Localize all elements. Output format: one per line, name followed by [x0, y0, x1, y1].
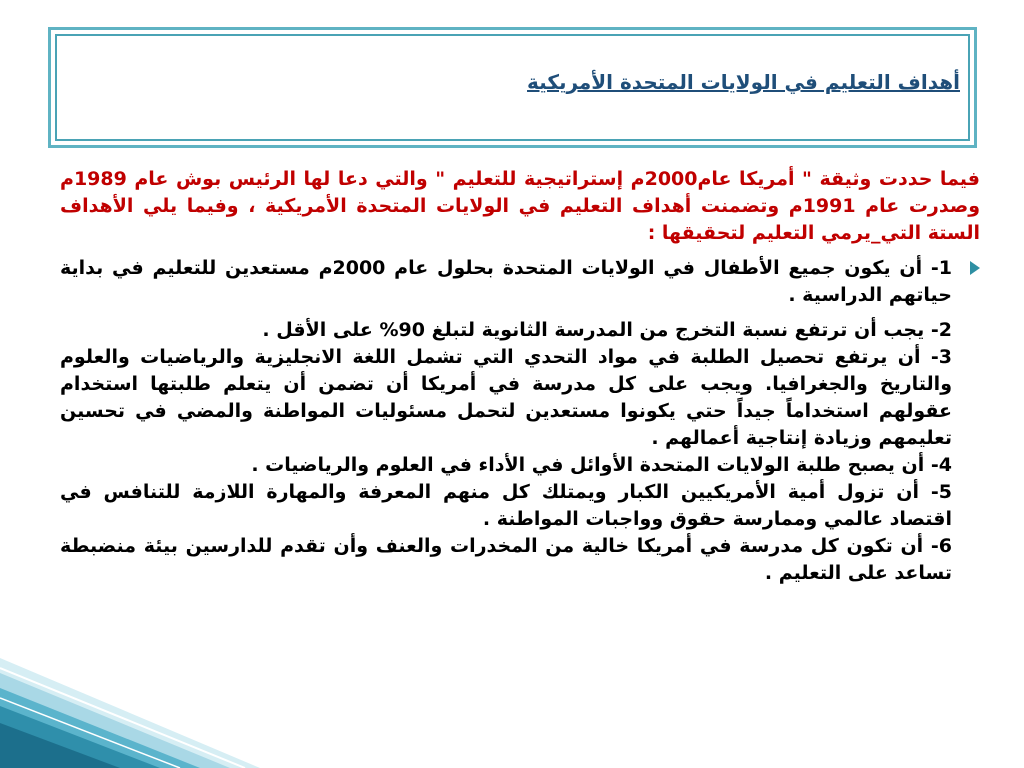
slide-body — [60, 166, 980, 587]
decorative-corner-stripes — [0, 628, 260, 768]
goal-item: 5- أن تزول أمية الأمريكيين الكبار ويمتلك كل منهم المعرفة والمهارة اللازمة للتنافس في اقتصاد عالمي وممارسة حقوق وواجبات المواطنة . — [60, 481, 952, 530]
goals-list — [60, 255, 980, 587]
title-box — [48, 27, 977, 148]
slide-title: أهداف التعليم في الولايات المتحدة الأمريكية — [527, 70, 960, 94]
bullet-arrow-icon — [970, 261, 980, 275]
goal-item: 4- أن يصبح طلبة الولايات المتحدة الأوائل في الأداء في العلوم والرياضيات . — [251, 454, 952, 476]
goal-item: 2- يجب أن ترتفع نسبة التخرج من المدرسة الثانوية لتبلغ 90% على الأقل . — [262, 319, 952, 341]
goal-item: 3- أن يرتفع تحصيل الطلبة في مواد التحدي التي تشمل اللغة الانجليزية والرياضيات والعلوم والتاريخ والجغرافيا. ويجب على كل مدرسة في أمريكا أن تضمن أن يتعلم طلبتها استخدام عقولهم استخداماً جيداً حتي يكونوا مستعدين لتحمل مسئوليات المواطنة والمضي في تحسين تعليمهم وزيادة إنتاجية أعمالهم . — [60, 346, 952, 449]
goal-item: 6- أن تكون كل مدرسة في أمريكا خالية من المخدرات والعنف وأن تقدم للدارسين بيئة منضبطة تساعد على التعليم . — [60, 535, 952, 584]
goal-item: 1- أن يكون جميع الأطفال في الولايات المتحدة بحلول عام 2000م مستعدين للتعليم في بداية حياتهم الدراسية . — [60, 257, 952, 306]
intro-paragraph: فيما حددت وثيقة " أمريكا عام2000م إستراتيجية للتعليم " والتي دعا لها الرئيس بوش عام 1989م وصدرت عام 1991م وتضمنت أهداف التعليم في الولايات المتحدة الأمريكية ، وفيما يلي الأهداف الستة التي_يرمي التعليم لتحقيقها : — [60, 168, 981, 244]
